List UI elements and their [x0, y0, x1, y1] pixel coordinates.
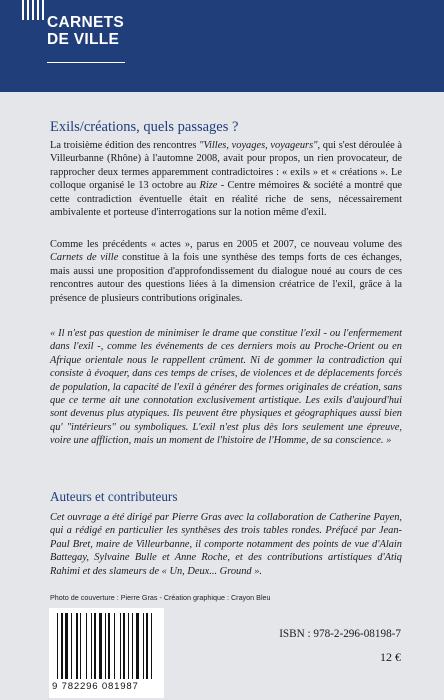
text-run-0: Comme les précédents « actes », parus en 2005 et 2007, ce nouveau volume des	[50, 239, 402, 250]
barcode-bar	[108, 613, 110, 679]
text-run-2: , qui s'est déroulée à Villeurbanne (Rhône) à l'automne 2008, avait pour propos, un rien provocateur, de rapprocher deux termes apparemment contradictoires : « exils » et « créations ». Le colloque organisé le 13 octobre au	[50, 140, 402, 192]
logo-bar-3	[37, 0, 39, 20]
barcode-bar	[143, 613, 144, 679]
quote-block	[50, 327, 402, 448]
barcode-bar	[151, 613, 152, 679]
barcode-bar	[136, 613, 139, 679]
series-logo	[47, 14, 124, 48]
barcode-digits: 9 782296 081987	[52, 681, 139, 692]
intro-paragraph	[50, 139, 402, 219]
barcode-bars	[57, 613, 156, 679]
barcode-bar	[132, 613, 133, 679]
barcode-bar	[120, 613, 121, 679]
text-run-2: constitue à la fois une synthèse des temps forts de ces échanges, mais aussi une proposition d'approfondissement du dialogue noué au cours de ces rencontres autour des questions liées à la dimension créatrice de l'exil, grâce à la présence de plusieurs contributions originales.	[50, 252, 403, 304]
logo-bar-2	[32, 0, 34, 20]
text-run-4: - Centre mémoires & société a montré que cette contradiction éventuelle était en réalité riche de sens, nécessairement ambivalente et porteuse d'interrogations sur la notion même d'exil.	[50, 180, 402, 219]
barcode	[49, 608, 164, 698]
logo-bar-4	[42, 0, 44, 20]
italic-run-1: Carnets de ville	[50, 252, 119, 264]
barcode-bar	[76, 613, 78, 679]
photo-credit: Photo de couverture : Pierre Gras - Création graphique : Crayon Bleu	[50, 593, 271, 602]
quote-text: « Il n'est pas question de minimiser le drame que constitue l'exil - ou l'enfermement dans l'exil -, comme les événements de ces derniers mois au Proche-Orient ou en Afrique orientale nous le rappellent crûment. Ni de gommer la contradiction qui consiste à évoquer, dans ces temps de crises, de violences et de déplacements forcés de population, la capacité de l'exil à générer des formes originales de création, sans que ce terme ait une connotation exclusivement artistique. Les exils d'aujourd'hui sont devenus plus atypiques. Ils peuvent être physiques et géographiques aussi bien qu' "intérieurs" ou symboliques. L'exil n'est plus dès lors seulement une épreuve, voire une affliction, mais un moment de l'histoire de l'Homme, de sa conscience. »	[50, 328, 402, 447]
barcode-bar	[71, 613, 72, 679]
italic-run-3: Rize	[199, 180, 218, 192]
intro-paragraph-text	[50, 139, 402, 219]
credits-block	[50, 511, 402, 578]
barcode-bar	[94, 613, 96, 679]
italic-run-1: "Villes, voyages, voyageurs"	[199, 140, 318, 151]
barcode-bar	[91, 613, 92, 679]
credits-text: Cet ouvrage a été dirigé par Pierre Gras avec la collaboration de Catherine Payen, qui a rédigé en particulier les synthèses des trois tables rondes. Préfacé par Jean-Paul Bret, maire de Villeurbanne, il comporte notamment des points de vue d'Alain Battegay, Sylvaine Bulle et Anne Roche, et des contributions artistiques d'Atiq Rahimi et des slameurs de « Un, Deux... Ground ».	[50, 512, 402, 577]
price: 12 €	[380, 650, 401, 664]
barcode-bar	[114, 613, 115, 679]
barcode-bar	[123, 613, 125, 679]
barcode-bar	[86, 613, 87, 679]
barcode-bar	[57, 613, 58, 679]
logo-line-2: DE VILLE	[47, 31, 120, 48]
isbn: ISBN : 978-2-296-08198-7	[279, 628, 401, 640]
logo-underline	[47, 62, 125, 63]
barcode-bar	[80, 613, 81, 679]
barcode-bar	[99, 613, 102, 679]
logo-line-1: CARNETS	[47, 14, 125, 31]
header-banner	[0, 0, 444, 92]
barcode-bar	[61, 613, 63, 679]
second-paragraph-text	[50, 238, 402, 305]
authors-heading: Auteurs et contributeurs	[50, 489, 178, 504]
book-title: Exils/créations, quels passages ?	[50, 119, 239, 135]
barcode-bar	[146, 613, 148, 679]
logo-bar-1	[27, 0, 29, 20]
barcode-bar	[65, 613, 68, 679]
text-run-0: La troisième édition des rencontres	[50, 140, 200, 151]
barcode-bar	[128, 613, 129, 679]
barcode-bar	[105, 613, 106, 679]
logo-bar-0	[22, 0, 24, 20]
second-paragraph	[50, 238, 402, 305]
